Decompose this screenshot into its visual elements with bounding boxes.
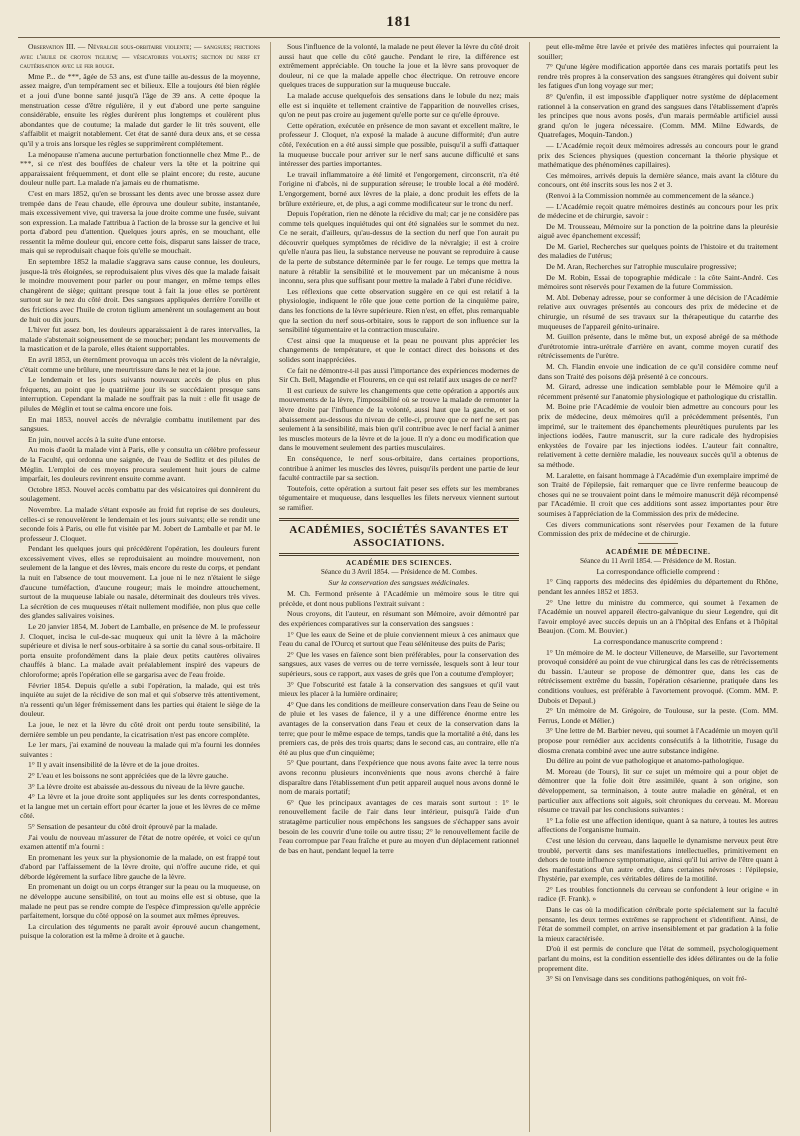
paragraph: La malade accuse quelquefois des sensations dans le lobule du nez; mais elle est si inquiète et tellement craintive de l'apparition de nouvelles crises, qu'on ne peut pas croire au jugement qu'elle porte sur ce qu'elle éprouve.	[279, 90, 519, 120]
column-3	[529, 42, 778, 1132]
paragraph: L'hiver fut assez bon, les douleurs apparaissaient à de rares intervalles, la malade s'abstenait soigneusement de se moucher; pendant les mouvements de la mastication et de la parole, elles étaient supportables.	[20, 325, 260, 354]
paragraph: Du délire au point de vue pathologique et anatomo-pathologique.	[546, 756, 745, 766]
paragraph: 1° La folie est une affection identique, quant à sa nature, à toutes les autres affections de l'organisme humain.	[538, 815, 778, 835]
correspondance-officielle-body	[538, 577, 778, 636]
paragraph: En promenant les yeux sur la physionomie de la malade, on est frappé tout d'abord par l'affaissement de la lèvre droite, qui n'offre aucune ride, et qui déborde légèrement la surface libre gauche de la lèvre.	[20, 852, 260, 881]
paragraph: Pendant les quelques jours qui précédèrent l'opération, les douleurs furent excessivement vives, elles se reproduisaient au moindre mouvement, non seulement de la langue et des lèvres, mais encore du reste du corps, et pendant la nuit en l'absence de tout mouvement. La joue ni le nez n'étaient le siège d'aucune tuméfaction, d'aucune rougeur; mais le moindre attouchement, surtout de la muqueuse labiale ou nasale, déterminait des douleurs très vives. La sécrétion de ces muqueuses n'était nullement modifiée, non plus que celle des glandes salivaires voisines.	[20, 544, 260, 621]
paragraph: Février 1854. Depuis qu'elle a subi l'opération, la malade, qui est très inquiète au sujet de la récidive de son mal et qui s'observe très attentivement, n'a ressenti qu'un léger frémissement dans les parties qui étaient le siège de la douleur.	[20, 680, 260, 719]
paragraph: La circulation des téguments ne paraît avoir éprouvé aucun changement, puisque la coloration est la même à droite et à gauche.	[20, 921, 260, 941]
paragraph: 8° Qu'enfin, il est impossible d'appliquer notre système de déplacement rationnel à la conservation en grand des sangsues dans l'établissement d'après les principes que nous avons posés, d'un marais perméable artificiel aussi grand qu'on le jugera nécessaire. (Comm. MM. Milne Edwards, de Quatrefages, Moquin-Tandon.)	[538, 91, 778, 140]
paragraph: 5° Sensation de pesanteur du côté droit éprouvé par la malade.	[28, 821, 218, 831]
paragraph: — L'Académie reçoit deux mémoires adressés au concours pour le grand prix des Sciences physiques (question concernant la théorie physique et mathématique des phénomènes capillaires).	[538, 140, 778, 170]
academie-sciences-continuation	[538, 42, 778, 539]
paragraph: Le travail inflammatoire a été limité et l'engorgement, circonscrit, n'a été l'origine ni d'abcès, ni de suppuration séreuse; le trouble local a été modéré. L'engorgement, borné aux lèvres de la plaie, a donc produit les effets de la brûlure extérieure, et, de plus, a agi comme modificateur sur le tronc du nerf.	[279, 169, 519, 208]
paragraph: M. Abl. Debenay adresse, pour se conformer à une décision de l'Académie relative aux ouvrages présentés au concours des prix de médecine et de chirurgie, un résumé de ses travaux sur la thérapeutique du catarrhe des muqueuses de l'appareil génito-urinaire.	[538, 292, 778, 331]
paragraph: 7° Qu'une légère modification apportée dans ces marais portatifs peut les rendre très propres à la conservation des sangsues étrangères qui doivent subir les fatigues d'un long voyage sur mer;	[538, 62, 778, 91]
paragraph: De M. Trousseau, Mémoire sur la ponction de la poitrine dans la pleurésie aiguë avec épanchement excessif;	[538, 221, 778, 241]
paragraph: En juin, nouvel accès à la suite d'une entorse.	[28, 434, 166, 444]
paragraph: 4° Que dans les conditions de meilleure conservation dans l'eau de Seine ou de pluie et les vases de faïence, il y a une différence énorme entre les avantages de la conservation dans l'eau et ceux de la conservation dans la terre; que pour le même espace de temps, tandis que la mortalité a été, dans les premiers cas, de près des trois quarts; dans le second cas, au contraire, elle n'a été au plus que d'un cinquième;	[279, 699, 519, 757]
paragraph: En septembre 1852 la maladie s'aggrava sans cause connue, les douleurs, jusque-là très éloignées, se reproduisaient plus vives dès que la malade faisait le moindre mouvement pour parler ou pour manger, en même temps elles changèrent de siège; quittant presque tout à fait la joue elles se portèrent surtout sur le nez du côté droit. Des sangsues appliquées derrière l'oreille et des frictions avec l'huile de croton tiglium amenèrent un soulagement au bout de huit ou dix jours.	[20, 257, 260, 324]
paragraph: M. Ch. Fermond présente à l'Académie un mémoire sous le titre qui précède, et dont nous publions l'extrait suivant :	[279, 589, 519, 608]
page-number: 181	[386, 14, 412, 30]
column-2	[270, 42, 519, 1132]
paragraph: M. Guillon présente, dans le même but, un exposé abrégé de sa méthode d'urétrotomie intra-urétrale d'arrière en avant, comme moyen curatif des rétrécissements de l'urètre.	[538, 332, 778, 361]
paragraph: Mme P... de ***, âgée de 53 ans, est d'une taille au-dessus de la moyenne, assez maigre, d'un tempérament sec et bilieux. Elle a toujours été bien réglée et a joui d'une bonne santé jusqu'à l'âge de 39 ans. A cette époque la menstruation cesse d'être régulière, il y eut d'abord une perte sanguine considérable, ensuite les règles durèrent plus longtemps et coulèrent plus abondantes que de coutume; la malade dut garder le lit très souvent, elle s'affaiblit et maigrit notablement. Cet état de santé dura deux ans, et se cessa qu'il y a trois ans lorsque les règles se supprimèrent complétement.	[20, 71, 260, 148]
paragraph: M. Boine prie l'Académie de vouloir bien admettre au concours pour les prix de médecine, deux mémoires qu'il a précédemment présentés, l'un imprimé, sur le traitement des épanchements pleurétiques purulents par les injections iodées, l'autre manuscrit, sur la cure radicale des hydropisies enkystées de l'ovaire par les injections iodées. L'auteur fait connaître, relativement à cette dernière maladie, les nouveaux succès qu'il a obtenus de sa méthode.	[538, 402, 778, 469]
paragraph: — L'Académie reçoit quatre mémoires destinés au concours pour les prix de médecine et de chirurgie, savoir :	[538, 201, 778, 221]
column-1	[20, 42, 260, 1132]
paragraph: Dans le cas où la modification cérébrale porte spécialement sur la faculté pensante, les deux termes extrêmes se rapprochent et s'identifient. Ainsi, de l'état de sommeil complet, on arrive insensiblement et par gradation à la folie la mieux caractérisée.	[538, 905, 778, 943]
paragraph: 1° Un mémoire de M. le docteur Villeneuve, de Marseille, sur l'avortement provoqué considéré au point de vue chirurgical dans les cas de rétrécissements du bassin. L'auteur se propose de démontrer que, dans les cas de rétrécissement extrême du bassin, l'opération césarienne, pratiquée dans les conditions voulues, est préférable à l'avortement provoqué. (Comm. MM. P. Dubois et Depaul.)	[538, 647, 778, 705]
paragraph: La ménopause n'amena aucune perturbation fonctionnelle chez Mme P... de ***, si ce n'est des bouffées de chaleur vers la tête et la poitrine qui apparaissaient fréquemment, et dont elle se plaint encore; du reste, aucune douleur nulle part. La malade n'a jamais eu de rhumatisme.	[20, 149, 260, 188]
paragraph: 6° Que les principaux avantages de ces marais sont surtout : 1° le renouvellement facile de l'air dans leur intérieur, puisqu'à l'aide d'un stratagème particulier nous empêchons les sangsues de s'échapper sans avoir besoin de les couvrir d'une toile ou autre tissu; 2° le renouvellement facile de l'eau corrompue par l'eau fraîche et pure au moyen d'un déplacement rationnel de bas en haut, pendant lequel la terre	[279, 797, 519, 855]
paragraph: Ces mémoires, arrivés depuis la dernière séance, mais avant la clôture du concours, ont été inscrits sous les nos 2 et 3.	[538, 170, 778, 190]
paragraph: 2° Une lettre du ministre du commerce, qui soumet à l'examen de l'Académie un nouvel appareil électro-galvanique du sieur Legendre, qui dit l'avoir employé avec succès depuis un an à l'hôpital des Enfans et à l'hôpital Beaujon. (Com. M. Bouvier.)	[538, 597, 778, 636]
paragraph: De M. Robin, Essai de topographie médicale : la côte Saint-André. Ces mémoires sont réservés pour l'examen de la future Commission.	[538, 272, 778, 292]
paragraph: 2° Que les vases en faïence sont bien préférables, pour la conservation des sangsues, aux vases de verres ou de terre vernissée, lesquels sont à leur tour supérieurs, sous ce rapport, aux vases de grès que l'on a coutume d'employer;	[279, 649, 519, 679]
paragraph: 3° Que l'obscurité est fatale à la conservation des sangsues et qu'il vaut mieux les placer à la lumière ordinaire;	[279, 679, 519, 699]
paragraph: M. Ch. Flandin envoie une indication de ce qu'il considère comme neuf dans son Traité des poisons déjà présenté à ce concours.	[538, 362, 778, 381]
paragraph: En mai 1853, nouvel accès de névralgie combattu inutilement par des sangsues.	[20, 414, 260, 434]
observation-continuation	[279, 42, 519, 513]
paragraph: peut elle-même être lavée et privée des matières infectes qui pourraient la souiller;	[538, 42, 778, 61]
paragraph: Le 20 janvier 1854, M. Jobert de Lamballe, en présence de M. le professeur J. Cloquet, incisa le cul-de-sac muqueux qui unit la lèvre à la mâchoire supérieure et divisa le nerf sous-orbitaire à sa sortie du canal sous-orbitaire. Il porta ensuite profondément dans la plaie deux petits cautères olivaires chauffés à blanc. La malade avait préalablement inspiré des vapeurs de chloroforme; après l'opération elle se gargarisa avec de l'eau froide.	[20, 622, 260, 679]
paragraph: Au mois d'août la malade vint à Paris, elle y consulta un célèbre professeur de la Faculté, qui ordonna une saignée, de l'eau de Sedlitz et des pilules de Méglin. L'emploi de ces moyens procura seulement huit jours de calme imparfait, les douleurs revinrent ensuite comme avant.	[20, 445, 260, 484]
header-rule	[18, 37, 780, 38]
paragraph: Depuis l'opération, rien ne dénote la récidive du mal; car je ne considère pas comme tels quelques inquiétudes qui ont été signalées sur le sommet du nez. Ce ne serait, d'ailleurs, qu'au-dessus de la section du nerf que l'on aurait pu découvrir quelques symptômes de récidive de la névralgie; il est à croire qu'elle n'aura pas lieu, la substance nerveuse ne pouvant se reproduire à cause de la perte de substance déterminée par le fer rouge. Le temps que mettra la nature à rétablir la sensibilité et le mouvement par un mécanisme à nous inconnu, sera plus que suffisant pour mettre la malade à l'abri d'une récidive.	[279, 209, 519, 286]
academie-medecine-seance: Séance du 11 Avril 1854. — Présidence de M. Rostan.	[579, 557, 737, 566]
paragraph: Nous croyons, dit l'auteur, en résumant son Mémoire, avoir démontré par des expériences comparatives sur la conservation des sangsues :	[279, 609, 519, 629]
paragraph: Observation III. — Névralgie sous-orbitaire violente; — sangsues; frictions avec l'huile de croton tiglium; — vésicatoires volants; section du nerf et cautérisation avec le fer rouge.	[20, 42, 260, 71]
paragraph: 1° Que les eaux de Seine et de pluie conviennent mieux à ces animaux que l'eau du canal de l'Ourcq et surtout que l'eau séléniteuse des puits de Paris;	[279, 629, 519, 649]
paragraph: De M. Gariel, Recherches sur quelques points de l'histoire et du traitement des maladies de l'utérus;	[538, 241, 778, 261]
paragraph: 5° Que pourtant, dans l'expérience que nous avons faite avec la terre nous avons reconnu plusieurs inconvénients que nous avons cherché à faire disparaître dans l'établissement d'un petit appareil auquel nous avons donné le nom de marais portatif;	[279, 758, 519, 797]
paragraph: 3° Si on l'envisage dans ses conditions pathogéniques, on voit fré-	[546, 974, 747, 984]
academie-sciences-topic: Sur la conservation des sangsues médicinales.	[328, 577, 470, 587]
paragraph: Novembre. La malade s'étant exposée au froid fut reprise de ses douleurs, celles-ci se renouvelèrent le lendemain et les jours suivants; elle se rendit une seconde fois à Paris, ou elle fut visitée par M. Jobert de Lamballe et par M. le professeur J. Cloquet.	[20, 504, 260, 543]
paragraph: Octobre 1853. Nouvel accès combattu par des vésicatoires qui donnèrent du soulagement.	[20, 484, 260, 504]
paragraph: Cette opération, exécutée en présence de mon savant et excellent maître, le professeur J. Cloquet, n'a exposé la malade à aucune difformité; d'un autre côté, l'exécution en a été aussi simple que possible, puisqu'il a suffi d'attaquer la muqueuse buccale pour arriver sur le nerf sans aucune difficulté et sans intéresser des parties importantes.	[279, 120, 519, 169]
paragraph: Sous l'influence de la volonté, la malade ne peut élever la lèvre du côté droit aussi haut que celle du côté gauche. Pendant le rire, la différence est extrêmement appréciable. On touche la joue et la lèvre sans provoquer de douleur, ni ce que la malade appelle choc électrique. On retrouve encore quelques traces de suppuration sur la muqueuse buccale.	[279, 42, 519, 90]
paragraph: En promenant un doigt ou un corps étranger sur la peau ou la muqueuse, on ne développe aucune sensibilité, on tout au moins elle est si obtuse, que la malade ne peut pas se rendre compte de l'espèce d'impression qu'elle apprécie parfaitement, lorsque du côté opposé on la soumet aux mêmes épreuves.	[20, 882, 260, 921]
paragraph: C'est une lésion du cerveau, dans laquelle le dynamisme nerveux peut être troublé, pervertit dans ses manifestations intellectuelles, primitivement en dehors de toute influence symptomatique, ainsi qu'il lui arrive de l'être quant à des manifestations d'un autre ordre, dans certaines névroses : l'épilepsie, l'hystérie, par exemple, ces véritables délires de la motilité.	[538, 835, 778, 884]
academie-sciences-body	[279, 589, 519, 855]
paragraph: De M. Aran, Recherches sur l'atrophie musculaire progressive;	[546, 262, 737, 272]
paragraph: D'où il est permis de conclure que l'état de sommeil, psychologiquement parlant du moins, est la condition essentielle des idées délirantes ou de la folie proprement dite.	[538, 944, 778, 973]
paragraph: Le 1er mars, j'ai examiné de nouveau la malade qui m'a fourni les données suivantes :	[20, 740, 260, 759]
academie-sciences-seance: Séance du 3 Avril 1854. — Présidence de M. Combes.	[320, 568, 478, 577]
separator	[638, 543, 678, 544]
correspondance-manuscrite-heading: La correspondance manuscrite comprend :	[593, 637, 723, 647]
paragraph: 1° Cinq rapports des médecins des épidémies du département du Rhône, pendant les années 1852 et 1853.	[538, 577, 778, 597]
paragraph: 3° Une lettre de M. Barbier neveu, qui soumet à l'Académie un moyen qu'il propose pour remédier aux accidents consécutifs à la lithotritie, l'usage du diosma crenata combiné avec une autre substance indigène.	[538, 726, 778, 755]
paragraph: Ces divers communications sont réservées pour l'examen de la future Commission des prix de médecine et de chirurgie.	[538, 519, 778, 539]
paragraph: (Renvoi à la Commission nommée au commencement de la séance.)	[546, 190, 754, 200]
paragraph: 2° Les troubles fonctionnels du cerveau se confondent à leur origine « in radice (F. Frank). »	[538, 884, 778, 904]
paragraph: 2° L'eau et les boissons ne sont appréciées que de la lèvre gauche.	[28, 770, 229, 780]
paragraph: 2° Un mémoire de M. Grégoire, de Toulouse, sur la peste. (Com. MM. Ferrus, Londe et Mélier.)	[538, 706, 778, 725]
academie-sciences-title: ACADÉMIE DES SCIENCES.	[346, 558, 452, 567]
correspondance-officielle-heading: La correspondance officielle comprend :	[596, 566, 720, 576]
correspondance-manuscrite-body	[538, 648, 778, 984]
paragraph: M. Girard, adresse une indication semblable pour le Mémoire qu'il a récemment présenté sur l'anatomie physiologique et pathologique du cristallin.	[538, 382, 778, 401]
paragraph: M. Moreau (de Tours), lit sur ce sujet un mémoire qui a pour objet de démontrer que la folie doit être assimilée, quant à son origine, son développement, sa terminaison, à toute autre maladie en général, et en particulier aux affections soit aiguës, soit chroniques du cerveau. M. Moreau résume ce travail par les conclusions suivantes :	[538, 766, 778, 815]
paragraph: Ce fait ne démontre-t-il pas aussi l'importance des expériences modernes de Sir Ch. Bell, Magendie et Flourens, en ce qui est relatif aux usages de ce nerf?	[279, 365, 519, 385]
paragraph: En avril 1853, un éternûment provoqua un accès très violent de la névralgie, c'était comme une brûlure, une meurtrissure dans le nez et la joue.	[20, 355, 260, 374]
columns	[20, 42, 778, 1132]
paragraph: Le lendemain et les jours suivants nouveaux accès de plus en plus fréquents, au point que le quatrième jour ils se succédaient presque sans interruption. Cependant la malade ne souffrait pas la nuit : elle fit usage de pilules de Méglin et tout se calma encore une fois.	[20, 375, 260, 413]
section-title: ACADÉMIES, SOCIÉTÉS SAVANTES ET ASSOCIATIONS.	[279, 518, 519, 556]
paragraph: Il est curieux de suivre les changements que cette opération a apportés aux mouvements de la lèvre, l'impossibilité où se trouve la malade de remonter la lèvre droite par l'influence de la volonté, aussi haut que la gauche, et son abaissement au-dessous du niveau de celle-ci, prouve que ce nerf ne sert pas seulement à la sensibilité, mais bien qu'il contribue avec le nerf facial à animer les muscles moteurs de la lèvre et de la joue. Il n'y a donc eu modification que dans le mouvement seulement des parties musculaires.	[279, 385, 519, 453]
paragraph: Toutefois, cette opération a surtout fait peser ses effets sur les membranes tégumentaire et muqueuse, dans lesquelles les filets nerveux viennent surtout se ramifier.	[279, 483, 519, 512]
paragraph: La joue, le nez et la lèvre du côté droit ont perdu toute sensibilité, la dernière semble un peu pendante, la cicatrisation n'est pas encore complète.	[20, 719, 260, 739]
paragraph: M. Laralette, en faisant hommage à l'Académie d'un exemplaire imprimé de son Traité de l'épilepsie, fait remarquer que ce livre renferme beaucoup de choses qui ne se trouvaient point dans le mémoire manuscrit déjà récompensé par l'Académie. Il croit que ces additions sont assez importantes pour être soumises à l'appréciation de la Commission des prix de médecine.	[538, 470, 778, 518]
paragraph: 3° La lèvre droite est abaissée au-dessous du niveau de la lèvre gauche.	[28, 781, 245, 791]
academie-medecine-title: ACADÉMIE DE MÉDECINE.	[605, 547, 711, 556]
paragraph: 1° Il y avait insensibilité de la lèvre et de la joue droites.	[28, 760, 200, 770]
paragraph: En conséquence, le nerf sous-orbitaire, dans certaines proportions, contribue à animer les muscles des lèvres, puisqu'ils perdent une partie de leur faculté contractile par sa section.	[279, 453, 519, 483]
paragraph: Les réflexions que cette observation suggère en ce qui est relatif à la physiologie, indiquent le rôle que joue cette portion de la cinquième paire, dans les fonctions de la lèvre supérieure. Rien n'est, en effet, plus remarquable que la section du nerf sous-orbitaire, sous le rapport de son influence sur la sensibilité tégumentaire et la contraction musculaire.	[279, 286, 519, 335]
paragraph: C'est ainsi que la muqueuse et la peau ne pouvant plus apprécier les changements de température, et que le contact direct des boissons et des solides sont inappréciées.	[279, 335, 519, 364]
paragraph: C'est en mars 1852, qu'en se brossant les dents avec une brosse assez dure trempée dans de l'eau chaude, elle éprouva une douleur subite, instantanée, mais excessivement vive, qui traversa la joue droite comme une fusée, suivant son expression. La malade l'attribua à l'action de la brosse sur la gencive et lui porta d'abord peu d'attention. Quelques jours après, en se mouchant, elle ressentit la même douleur qui, encore cette fois, disparut sans laisser de trace, mais qui se reproduisait chaque fois qu'elle se mouchait.	[20, 188, 260, 256]
paragraph: J'ai voulu de nouveau m'assurer de l'état de notre opérée, et voici ce qu'un examen attentif m'a fourni :	[20, 832, 260, 852]
paragraph: 4° La lèvre et la joue droite sont appliquées sur les dents correspondantes, et la langue met un certain effort pour écarter la joue et les lèvres de ce même côté.	[20, 792, 260, 821]
